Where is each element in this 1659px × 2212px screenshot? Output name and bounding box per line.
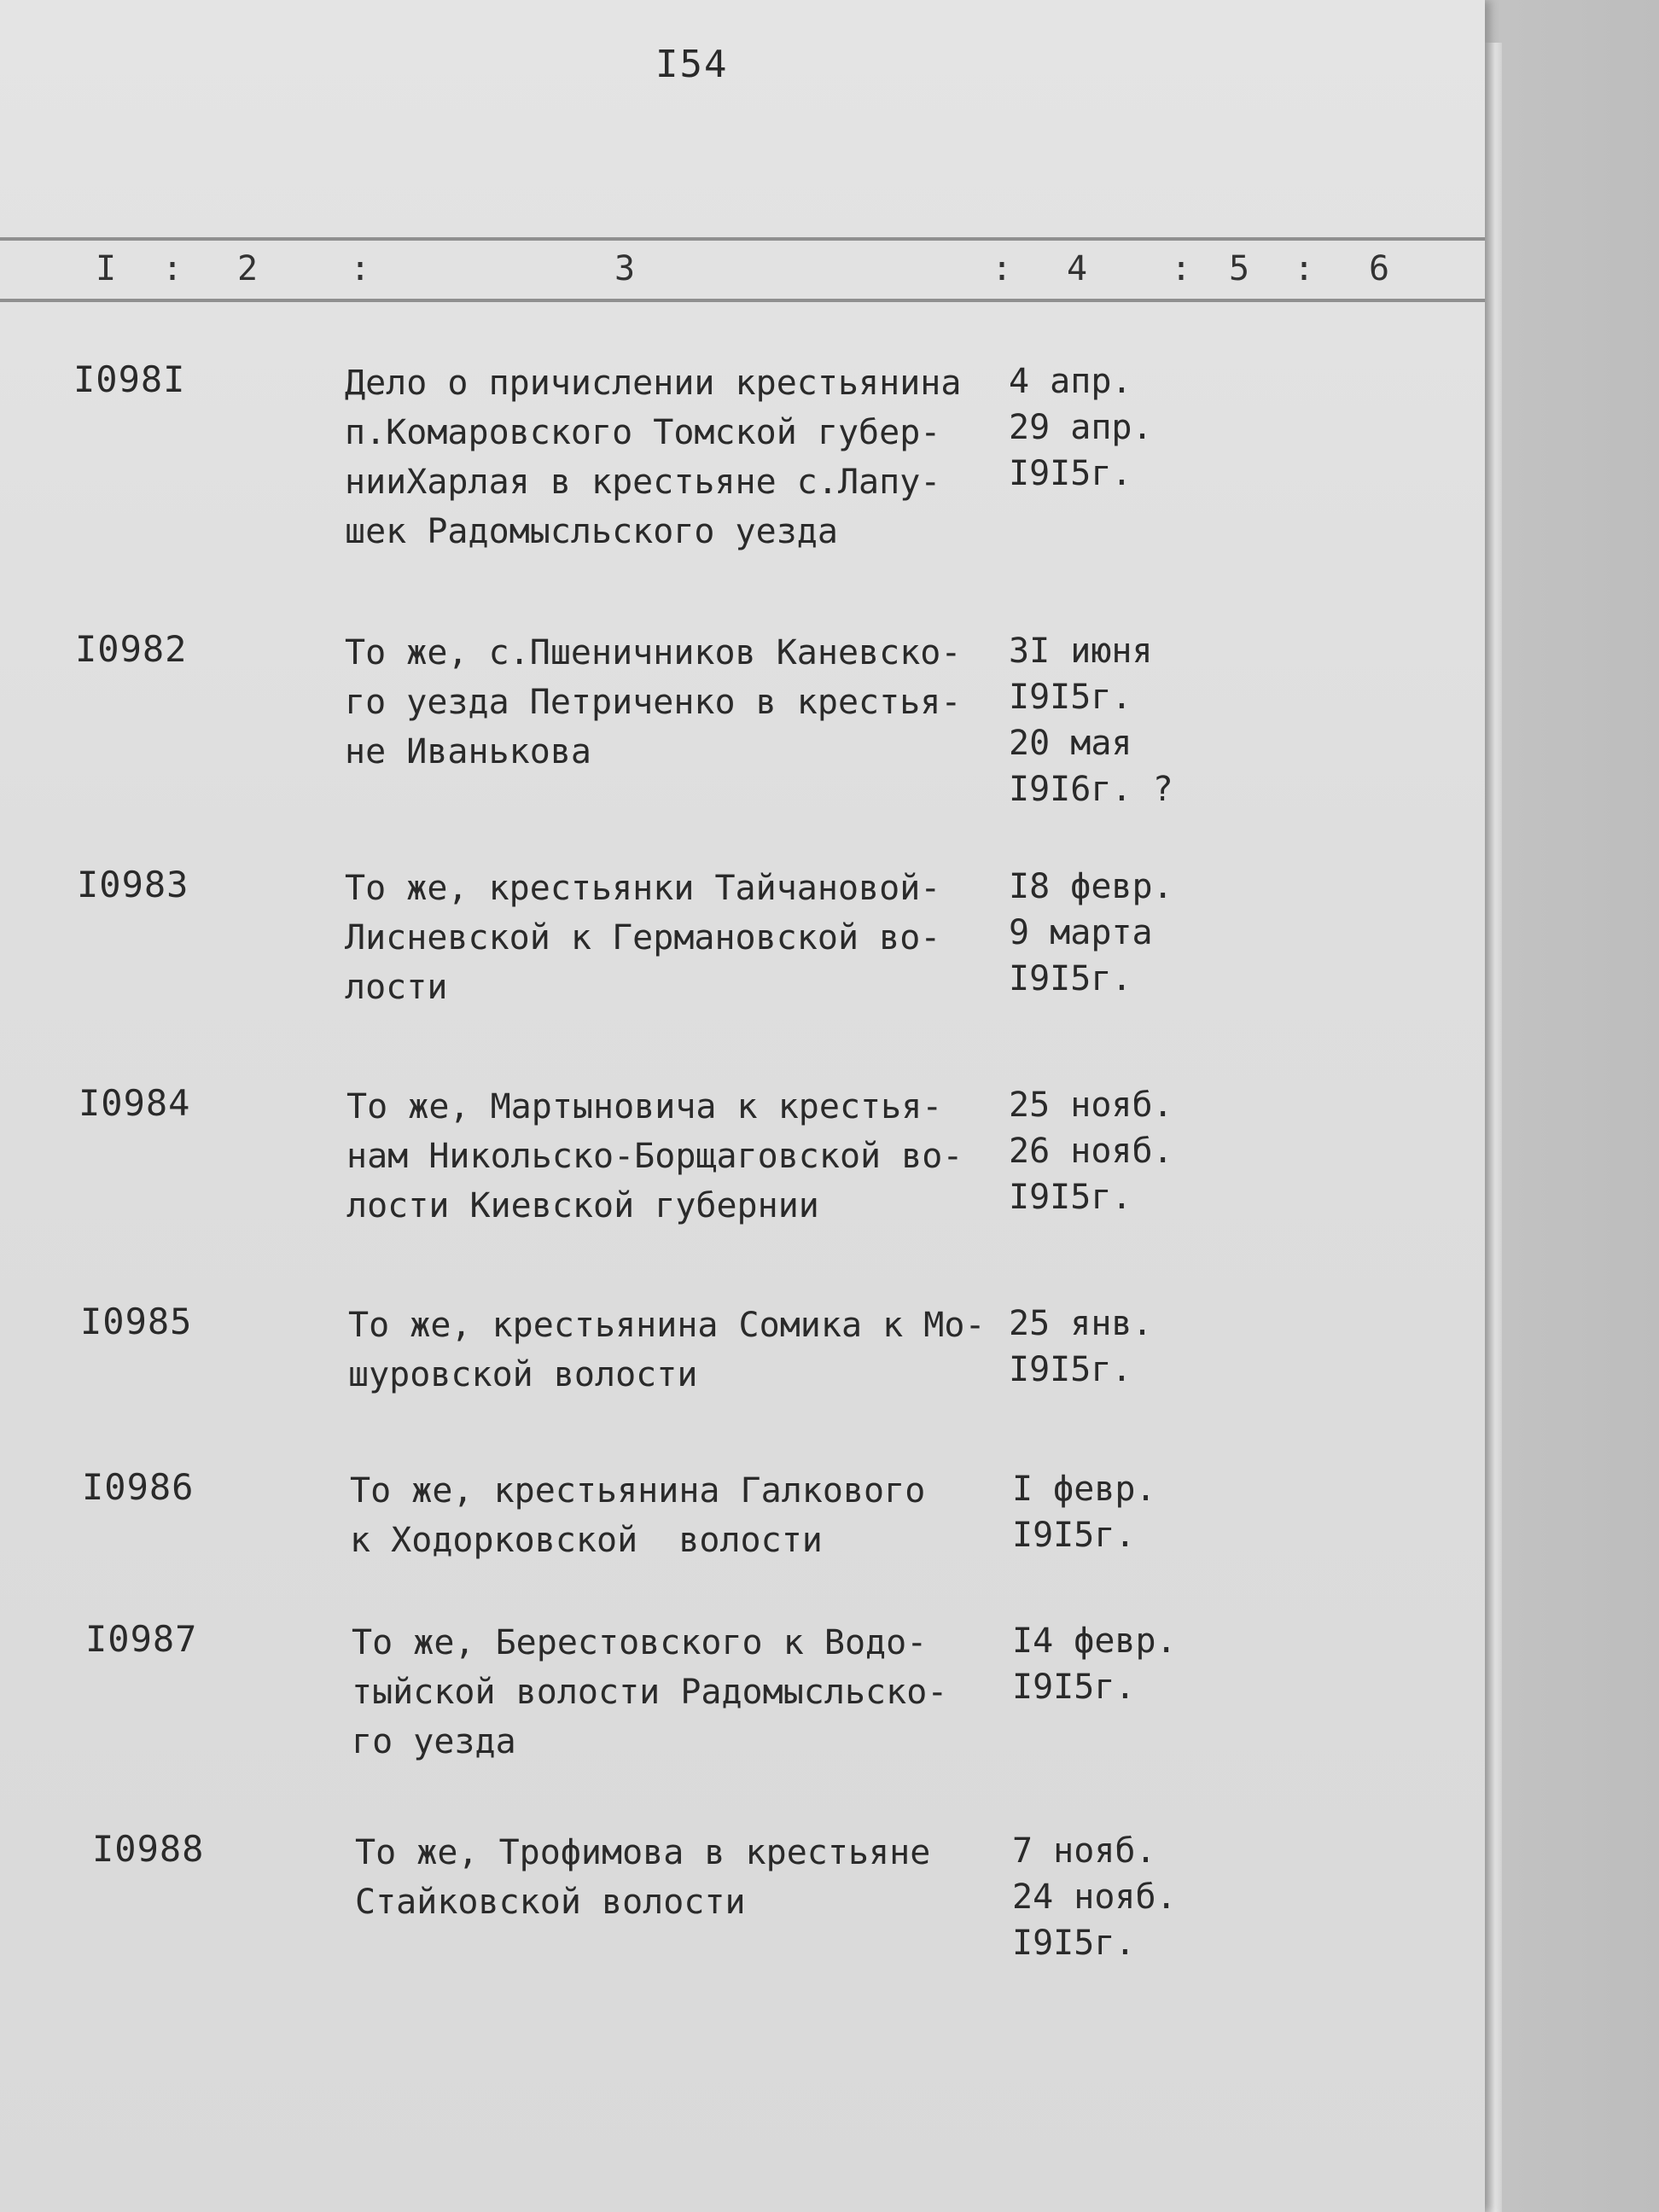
column-separator: : [162,249,183,288]
row-number: I0983 [77,864,189,905]
row-dates: I8 февр. 9 марта I9I5г. [1009,867,1173,998]
column-separator: : [992,249,1013,288]
row-number: I0987 [85,1618,198,1660]
column-header-5: 5 [1229,249,1250,288]
row-description: Дело о причислении крестьянина п.Комаровского Томской губер- нииХарлая в крестьяне с.Лапу- шек Радомысльского уезда [345,364,962,551]
column-header-6: 6 [1369,249,1390,288]
row-number: I0982 [75,628,188,670]
row-dates: 3I июня I9I5г. 20 мая I9I6г. ? [1009,632,1173,809]
row-dates: 25 нояб. 26 нояб. I9I5г. [1009,1086,1173,1217]
page-stack-edge [1485,43,1502,2212]
row-number: I0985 [80,1301,193,1342]
page-number: I54 [655,43,729,86]
row-dates: I февр. I9I5г. [1012,1470,1156,1555]
column-header-3: 3 [614,249,636,288]
row-description: То же, крестьянина Сомика к Мо- шуровской волости [348,1306,986,1394]
header-rule-bottom [0,299,1485,302]
column-separator: : [1171,249,1192,288]
row-description: То же, Мартыновича к крестья- нам Никольско-Борщаговской во- лости Киевской губернии [346,1087,963,1225]
row-number: I0986 [82,1466,195,1508]
column-header-1: I [96,249,117,288]
column-header-4: 4 [1067,249,1088,288]
header-rule-top [0,237,1485,241]
row-description: То же, Берестовского к Водо- тыйской волости Радомысльско- го уезда [352,1623,948,1761]
row-description: То же, крестьянина Галкового к Ходорковской волости [350,1471,926,1560]
column-header-2: 2 [237,249,259,288]
row-dates: 25 янв. I9I5г. [1009,1304,1153,1389]
column-separator: : [1294,249,1315,288]
row-description: То же, крестьянки Тайчановой- Лисневской к Германовской во- лости [345,869,941,1007]
row-number: I098I [73,358,186,400]
row-dates: 4 апр. 29 апр. I9I5г. [1009,362,1153,493]
row-dates: I4 февр. I9I5г. [1012,1621,1177,1707]
row-number: I0988 [92,1828,205,1870]
row-dates: 7 нояб. 24 нояб. I9I5г. [1012,1831,1177,1963]
row-description: То же, с.Пшеничников Каневско- го уезда Петриченко в крестья- не Иванькова [345,633,962,771]
column-separator: : [350,249,371,288]
row-description: То же, Трофимова в крестьяне Стайковской волости [355,1833,931,1922]
row-number: I0984 [79,1082,191,1124]
